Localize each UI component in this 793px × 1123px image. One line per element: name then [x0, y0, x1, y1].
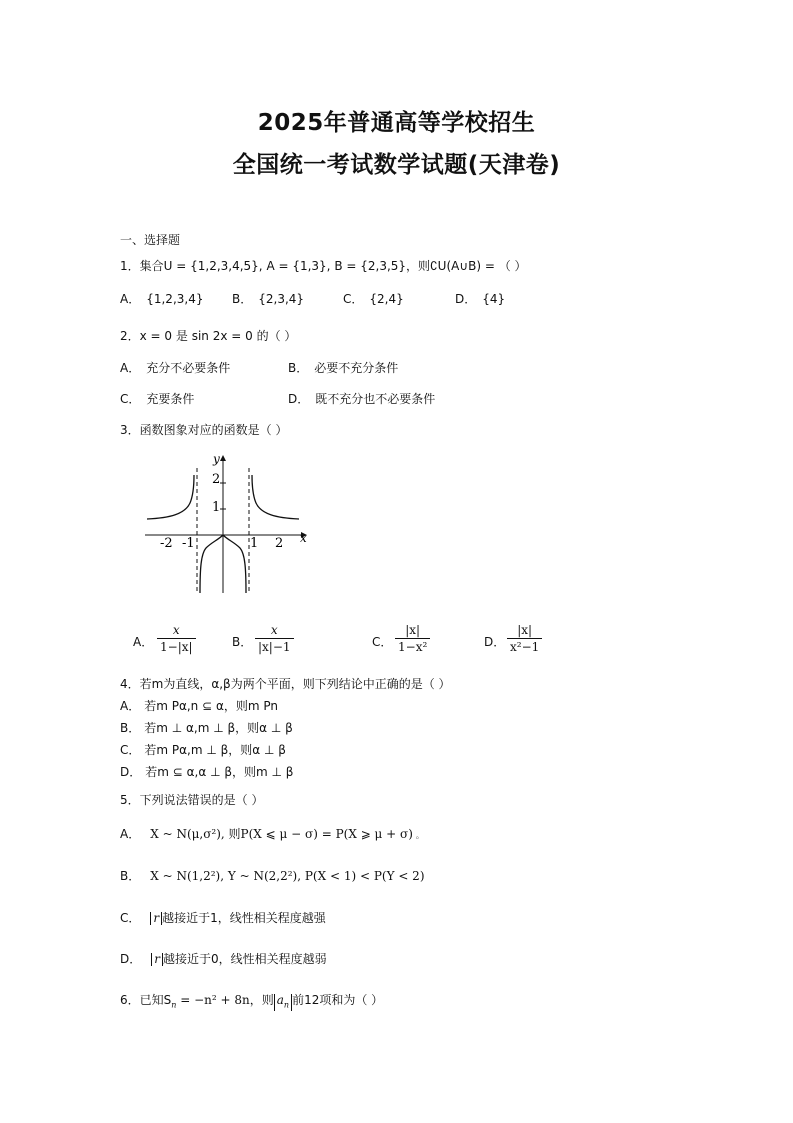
question-6 — [120, 991, 383, 1011]
stem-sub: n — [171, 1000, 177, 1010]
section-label: 一、选择题 — [120, 233, 181, 247]
question-stem: 集合U = {1,2,3,4,5}, A = {1,3}, B = {2,3,5}，则∁U(A∪B) = （ ） — [139, 259, 527, 273]
option-label: B． — [288, 361, 309, 375]
q3-option-b[interactable] — [255, 623, 294, 654]
option-label: D． — [120, 952, 142, 966]
abs-an — [274, 994, 292, 1011]
q1-option-c[interactable] — [343, 290, 404, 307]
q3-option-d[interactable] — [507, 623, 542, 654]
y-tick-label-2: 2 — [212, 472, 221, 487]
stem-pre: 已知S — [139, 993, 172, 1007]
option-text: {2,3,4} — [258, 292, 305, 306]
q4-option-b[interactable] — [120, 719, 293, 736]
y-tick-label-1: 1 — [212, 500, 221, 515]
q2-option-a[interactable] — [120, 359, 230, 376]
x-tick-label-neg2: -2 — [160, 536, 173, 551]
option-label: C． — [343, 292, 364, 306]
x-tick-label-neg1: -1 — [182, 536, 195, 551]
fraction-denominator: 1−|x| — [160, 640, 193, 654]
curve-right — [252, 475, 299, 519]
fraction-numerator: x — [255, 623, 294, 639]
option-label: C． — [120, 743, 141, 757]
question-number: 6． — [120, 993, 140, 1007]
question-3 — [120, 421, 287, 438]
question-number: 1． — [120, 259, 140, 273]
q1-option-b[interactable] — [232, 290, 304, 307]
title-line-2: 全国统一考试数学试题(天津卷) — [232, 152, 561, 178]
q3-option-c[interactable] — [395, 623, 430, 654]
option-label: A． — [120, 827, 141, 841]
function-graph — [140, 448, 320, 598]
x-axis-label: x — [300, 531, 307, 545]
q5-option-d[interactable] — [120, 950, 327, 967]
abs-sub: n — [283, 1000, 290, 1010]
fraction-numerator: x — [157, 623, 196, 639]
question-5 — [120, 791, 263, 808]
stem-mid: = −n² + 8n，则 — [176, 993, 274, 1007]
option-text: 充分不必要条件 — [146, 361, 231, 375]
q3-option-a-label: A． — [133, 635, 154, 649]
q3-option-a[interactable] — [157, 623, 196, 654]
option-label: C． — [120, 911, 141, 925]
q5-option-a[interactable] — [120, 825, 424, 842]
option-text: 越接近于1，线性相关程度越强 — [162, 911, 326, 925]
question-number: 5． — [120, 793, 140, 807]
title-line-1: 2025年普通高等学校招生 — [257, 110, 536, 136]
question-stem: 若m为直线，α,β为两个平面，则下列结论中正确的是（ ） — [139, 677, 451, 691]
question-stem: 函数图象对应的函数是（ ） — [139, 423, 288, 437]
question-1 — [120, 257, 527, 274]
option-label: A． — [120, 292, 141, 306]
q4-option-d[interactable] — [120, 763, 293, 780]
option-text: 若m ⊆ α,α ⊥ β，则m ⊥ β — [145, 765, 294, 779]
q4-option-c[interactable] — [120, 741, 286, 758]
abs-r: r — [151, 953, 163, 966]
option-label: C． — [120, 392, 141, 406]
x-tick-label-1: 1 — [250, 536, 259, 551]
option-label: B． — [120, 721, 141, 735]
q5-option-b[interactable] — [120, 867, 425, 884]
stem-post: 前12项和为（ ） — [292, 993, 384, 1007]
q2-option-d[interactable] — [288, 390, 435, 407]
q3-option-c-label: C． — [372, 635, 393, 649]
q2-option-b[interactable] — [288, 359, 398, 376]
option-text: 若m Pα,n ⊆ α，则m Pn — [144, 699, 279, 713]
option-text: 必要不充分条件 — [314, 361, 399, 375]
q3-option-b-label: B． — [232, 635, 253, 649]
option-label: D． — [288, 392, 310, 406]
fraction-denominator: x²−1 — [510, 640, 540, 654]
option-label: B． — [232, 292, 253, 306]
y-axis-label: y — [213, 452, 220, 466]
option-label: D． — [455, 292, 477, 306]
option-text: X ~ N(μ,σ²), 则P(X ⩽ μ − σ) = P(X ⩾ μ + σ) — [150, 827, 413, 841]
option-text: {1,2,3,4} — [146, 292, 204, 306]
option-text: 若m Pα,m ⊥ β，则α ⊥ β — [144, 743, 286, 757]
q1-option-a[interactable] — [120, 290, 203, 307]
q4-option-a[interactable] — [120, 697, 278, 714]
question-2 — [120, 327, 296, 344]
q5-option-c[interactable] — [120, 909, 326, 926]
fraction-numerator: |x| — [395, 623, 430, 639]
abs-r: r — [150, 912, 162, 925]
abs-a: a — [276, 993, 284, 1007]
option-suffix: 。 — [415, 831, 424, 840]
option-text: {4} — [482, 292, 506, 306]
q2-option-c[interactable] — [120, 390, 194, 407]
question-stem: x = 0 是 sin 2x = 0 的（ ） — [139, 329, 297, 343]
option-text: {2,4} — [369, 292, 404, 306]
fraction-numerator: |x| — [507, 623, 542, 639]
option-label: D． — [120, 765, 142, 779]
question-number: 3． — [120, 423, 140, 437]
option-text: 若m ⊥ α,m ⊥ β，则α ⊥ β — [144, 721, 293, 735]
question-4 — [120, 675, 451, 692]
q1-option-d[interactable] — [455, 290, 505, 307]
option-label: B． — [120, 869, 141, 883]
question-number: 2． — [120, 329, 140, 343]
curve-left — [147, 475, 194, 519]
option-text: 越接近于0，线性相关程度越弱 — [163, 952, 327, 966]
question-number: 4． — [120, 677, 140, 691]
x-tick-label-2: 2 — [275, 536, 284, 551]
option-text: 充要条件 — [146, 392, 195, 406]
q3-option-d-label: D． — [484, 635, 506, 649]
option-label: A． — [120, 699, 141, 713]
option-text: X ~ N(1,2²), Y ~ N(2,2²), P(X < 1) < P(Y < 2) — [150, 869, 425, 883]
fraction-denominator: |x|−1 — [258, 640, 291, 654]
fraction-denominator: 1−x² — [398, 640, 428, 654]
option-text: 既不充分也不必要条件 — [315, 392, 436, 406]
option-label: A． — [120, 361, 141, 375]
question-stem: 下列说法错误的是（ ） — [139, 793, 264, 807]
